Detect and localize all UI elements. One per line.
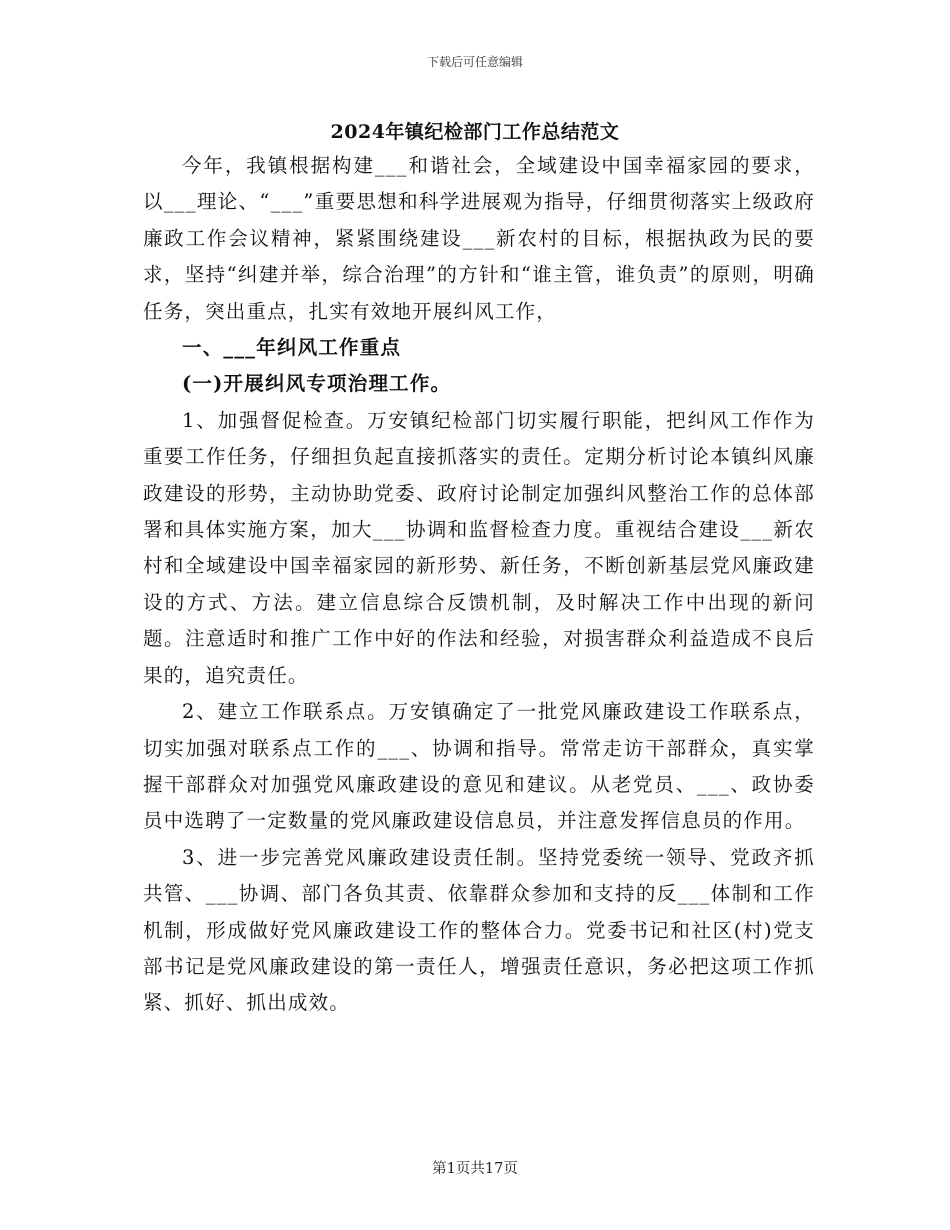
item-2-paragraph: 2、建立工作联系点。万安镇确定了一批党风廉政建设工作联系点，切实加强对联系点工作的___、协调和指导。常常走访干部群众，真实掌握干部群众对加强党风廉政建设的意见和建议。从老党员、___、政协委员中选聘了一定数量的党风廉政建设信息员，并注意发挥信息员的作用。 [143, 700, 815, 833]
header-note: 下载后可任意编辑 [426, 55, 523, 69]
document-body [143, 148, 815, 1022]
document-title: 2024年镇纪检部门工作总结范文 [330, 121, 620, 143]
section-heading: 一、___年纠风工作重点 [182, 336, 402, 360]
subsection-heading: (一)开展纠风专项治理工作。 [182, 372, 452, 396]
item-1-paragraph: 1、加强督促检查。万安镇纪检部门切实履行职能，把纠风工作作为重要工作任务，仔细担负起直接抓落实的责任。定期分析讨论本镇纠风廉政建设的形势，主动协助党委、政府讨论制定加强纠风整治工作的总体部署和具体实施方案，加大___协调和监督检查力度。重视结合建设___新农村和全域建设中国幸福家园的新形势、新任务，不断创新基层党风廉政建设的方式、方法。建立信息综合反馈机制，及时解决工作中出现的新问题。注意适时和推广工作中好的作法和经验，对损害群众利益造成不良后果的，追究责任。 [143, 408, 815, 687]
page-number: 第1页共17页 [432, 1161, 518, 1177]
item-3-paragraph: 3、进一步完善党风廉政建设责任制。坚持党委统一领导、党政齐抓共管、___协调、部门各负其责、依靠群众参加和支持的反___体制和工作机制，形成做好党风廉政建设工作的整体合力。党委书记和社区(村)党支部书记是党风廉政建设的第一责任人，增强责任意识，务必把这项工作抓紧、抓好、抓出成效。 [143, 845, 815, 1015]
intro-paragraph: 今年，我镇根据构建___和谐社会，全域建设中国幸福家园的要求，以___理论、“___”重要思想和科学进展观为指导，仔细贯彻落实上级政府廉政工作会议精神，紧紧围绕建设___新农村的目标，根据执政为民的要求，坚持“纠建并举，综合治理”的方针和“谁主管，谁负责”的原则，明确任务，突出重点，扎实有效地开展纠风工作， [143, 154, 815, 323]
